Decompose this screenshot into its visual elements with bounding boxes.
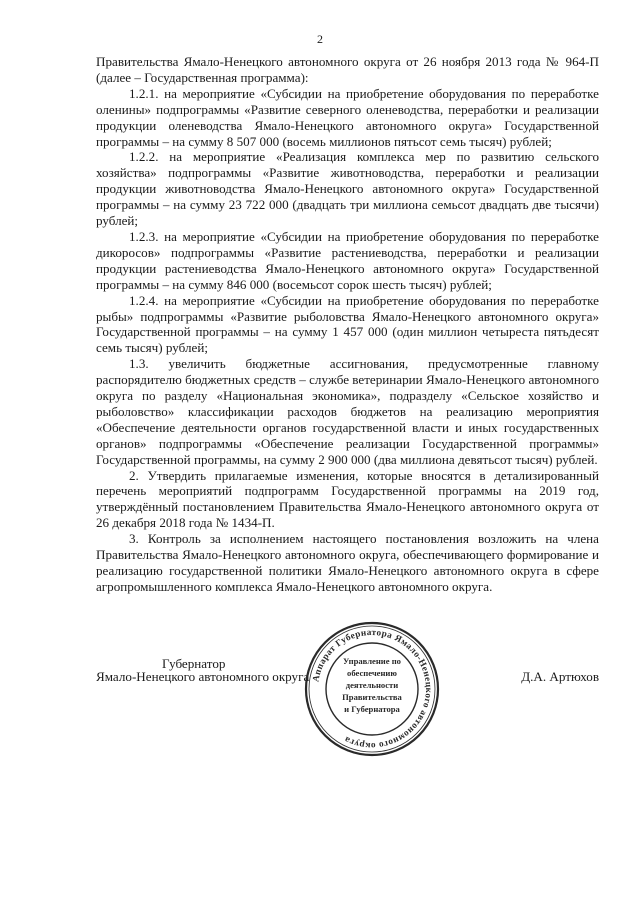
paragraph-1-2-1: 1.2.1. на мероприятие «Субсидии на приобретение оборудования по переработке оленины» подпрограммы «Развитие северного оленеводства, переработки и реализации продукции оленеводства Ямало-Ненецкого автономного округа» Государственной программы – на сумму 8 507 000 (восемь миллионов пятьсот семь тысяч) рублей; — [96, 85, 599, 149]
document-body — [96, 54, 599, 595]
seal-graphic — [303, 620, 441, 758]
paragraph-1-2-3: 1.2.3. на мероприятие «Субсидии на приобретение оборудования по переработке дикоросов» подпрограммы «Развитие растениеводства, переработки и реализации продукции растениеводства Ямало-Ненецкого автономного округа» Государственной программы – на сумму 846 000 (восемьсот сорок шесть тысяч) рублей; — [96, 228, 599, 292]
paragraph-1-2-4: 1.2.4. на мероприятие «Субсидии на приобретение оборудования по переработке рыбы» подпрограммы «Развитие рыболовства Ямало-Ненецкого автономного округа» Государственной программы – на сумму 1 457 000 (один миллион четыреста пятьдесят семь тысяч) рублей; — [96, 292, 599, 356]
seal-ring-text: Аппарат Губернатора Ямало-Ненецкого автономного округа — [310, 626, 435, 752]
page-number: 2 — [317, 32, 323, 46]
paragraph-2: 2. Утвердить прилагаемые изменения, которые вносятся в детализированный перечень мероприятий подпрограмм Государственной программы на 2019 год, утверждённый постановлением Правительства Ямало-Ненецкого автономного округа от 26 декабря 2018 года № 1434-П. — [96, 467, 599, 531]
paragraph-1-2-2: 1.2.2. на мероприятие «Реализация комплекса мер по развитию сельского хозяйства» подпрограммы «Развитие животноводства, переработки и реализации продукции животноводства Ямало-Ненецкого автономного округа» Государственной программы – на сумму 23 722 000 (двадцать три миллиона семьсот двадцать две тысячи) рублей; — [96, 149, 599, 229]
seal-line-4: Правительства — [342, 692, 402, 702]
official-seal — [303, 620, 441, 758]
paragraph-1-3: 1.3. увеличить бюджетные ассигнования, предусмотренные главному распорядителю бюджетных средств – службе ветеринарии Ямало-Ненецкого автономного округа по разделу «Национальная экономика», подразделу «Сельское хозяйство и рыболовство» классификации расходов бюджетов на реализацию мероприятия «Обеспечение деятельности органов государственной власти и иных государственных органов» подпрограммы «Обеспечение реализации Государственной программы» Государственной программы, на сумму 2 900 000 (два миллиона девятьсот тысяч) рублей. — [96, 356, 599, 467]
paragraph-3: 3. Контроль за исполнением настоящего постановления возложить на члена Правительства Ямало-Ненецкого автономного округа, обеспечивающего формирование и реализацию государственной политики Ямало-Ненецкого автономного округа в сфере агропромышленного комплекса Ямало-Ненецкого автономного округа. — [96, 531, 599, 594]
signatory-name: Д.А. Артюхов — [521, 669, 599, 684]
seal-line-3: деятельности — [345, 680, 399, 690]
seal-line-5: и Губернатора — [344, 704, 400, 714]
seal-line-2: обеспечению — [347, 668, 397, 678]
signatory-title: Губернатор — [162, 656, 226, 671]
seal-line-1: Управление по — [343, 656, 401, 666]
paragraph-intro: Правительства Ямало-Ненецкого автономного округа от 26 ноября 2013 года № 964-П (далее – Государственная программа): — [96, 54, 599, 85]
signatory-region: Ямало-Ненецкого автономного округа — [96, 669, 310, 684]
